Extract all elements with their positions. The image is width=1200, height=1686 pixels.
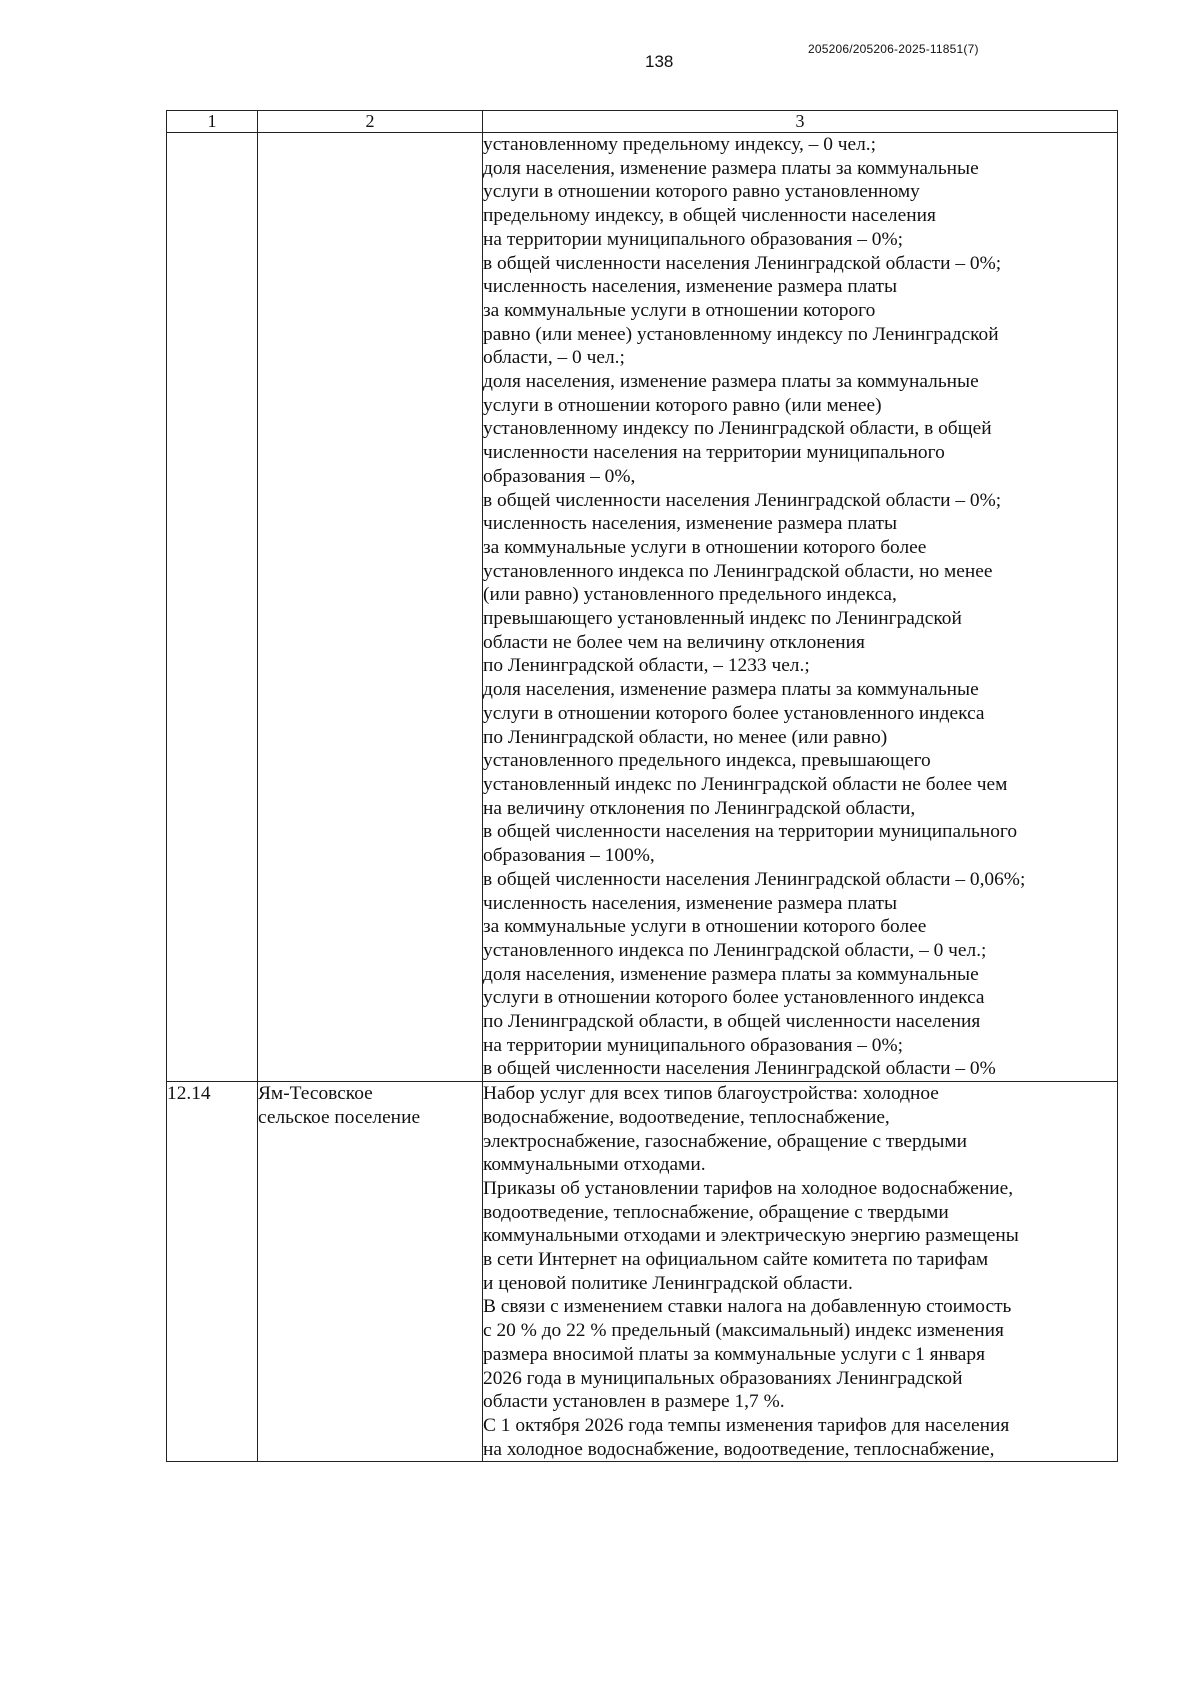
settlement-name-cell	[258, 1082, 483, 1462]
data-table	[166, 110, 1118, 1462]
text-line: доля населения, изменение размера платы за коммунальные	[483, 679, 979, 701]
text-line: численность населения, изменение размера платы	[483, 276, 898, 298]
text-line: области, – 0 чел.;	[483, 347, 625, 369]
text-line: и ценовой политике Ленинградской области.	[483, 1272, 853, 1294]
text-line: доля населения, изменение размера платы за коммунальные	[483, 157, 979, 179]
text-line: на территории муниципального образования – 0%;	[483, 228, 904, 250]
text-line: С 1 октября 2026 года темпы изменения тарифов для населения	[483, 1414, 1010, 1436]
text-line: образования – 0%,	[483, 465, 636, 487]
text-line: равно (или менее) установленному индексу по Ленинградской	[483, 323, 999, 345]
text-line: коммунальными отходами.	[483, 1154, 706, 1176]
text-line: в общей численности населения Ленинградской области – 0,06%;	[483, 868, 1026, 890]
text-line: Ям-Тесовское	[258, 1083, 373, 1105]
text-line: услуги в отношении которого более установленного индекса	[483, 987, 985, 1009]
settlement-name-cell	[258, 133, 483, 1082]
text-line: численность населения, изменение размера платы	[483, 892, 898, 914]
text-line: сельское поселение	[258, 1106, 421, 1128]
text-line: 2026 года в муниципальных образованиях Ленинградской	[483, 1367, 963, 1389]
column-header-2: 2	[258, 111, 483, 133]
text-line: на величину отклонения по Ленинградской области,	[483, 797, 916, 819]
text-line: превышающего установленный индекс по Ленинградской	[483, 608, 962, 630]
text-line: в общей численности населения Ленинградской области – 0%	[483, 1058, 996, 1080]
text-line: электроснабжение, газоснабжение, обращение с твердыми	[483, 1130, 968, 1152]
text-line: по Ленинградской области, – 1233 чел.;	[483, 655, 810, 677]
table-row	[167, 133, 1118, 1082]
row-number-cell: 12.14	[167, 1082, 258, 1462]
text-line: доля населения, изменение размера платы за коммунальные	[483, 963, 979, 985]
text-line: в общей численности населения Ленинградской области – 0%;	[483, 252, 1002, 274]
text-line: за коммунальные услуги в отношении которого более	[483, 916, 927, 938]
text-line: в сети Интернет на официальном сайте комитета по тарифам	[483, 1249, 989, 1271]
text-line: услуги в отношении которого равно установленному	[483, 181, 920, 203]
text-line: Приказы об установлении тарифов на холодное водоснабжение,	[483, 1177, 1014, 1199]
text-line: установленного индекса по Ленинградской области, но менее	[483, 560, 993, 582]
text-line: Набор услуг для всех типов благоустройства: холодное	[483, 1083, 939, 1105]
text-line: коммунальными отходами и электрическую энергию размещены	[483, 1225, 1019, 1247]
text-line: численность населения, изменение размера платы	[483, 513, 898, 535]
text-line: по Ленинградской области, но менее (или равно)	[483, 726, 888, 748]
text-line: В связи с изменением ставки налога на добавленную стоимость	[483, 1296, 1012, 1318]
text-line: водоотведение, теплоснабжение, обращение с твердыми	[483, 1201, 949, 1223]
table-row	[167, 1082, 1118, 1462]
text-line: образования – 100%,	[483, 845, 655, 867]
text-line: по Ленинградской области, в общей численности населения	[483, 1011, 981, 1033]
text-line: установленного предельного индекса, превышающего	[483, 750, 931, 772]
text-line: установленному предельному индексу, – 0 чел.;	[483, 134, 877, 155]
text-line: (или равно) установленного предельного индекса,	[483, 584, 897, 606]
text-line: установленный индекс по Ленинградской области не более чем	[483, 773, 1008, 795]
text-line: за коммунальные услуги в отношении которого	[483, 299, 876, 321]
text-line: с 20 % до 22 % предельный (максимальный) индекс изменения	[483, 1320, 1004, 1342]
text-line: численности населения на территории муниципального	[483, 442, 945, 464]
text-line: установленного индекса по Ленинградской области, – 0 чел.;	[483, 939, 987, 961]
text-line: на территории муниципального образования – 0%;	[483, 1034, 904, 1056]
text-line: установленному индексу по Ленинградской области, в общей	[483, 418, 992, 440]
text-line: доля населения, изменение размера платы за коммунальные	[483, 371, 979, 393]
text-line: услуги в отношении которого более установленного индекса	[483, 702, 985, 724]
text-line: за коммунальные услуги в отношении которого более	[483, 536, 927, 558]
text-line: услуги в отношении которого равно (или менее)	[483, 394, 882, 416]
text-lines	[483, 133, 1117, 1081]
description-cell	[483, 133, 1118, 1082]
description-cell	[483, 1082, 1118, 1462]
row-number-cell	[167, 133, 258, 1082]
page-number: 138	[645, 52, 674, 71]
text-line: области не более чем на величину отклонения	[483, 631, 865, 653]
text-line: предельному индексу, в общей численности населения	[483, 205, 936, 227]
text-line: в общей численности населения Ленинградской области – 0%;	[483, 489, 1002, 511]
table-header-row	[167, 111, 1118, 133]
text-line: в общей численности населения на территории муниципального	[483, 821, 1018, 843]
text-line: на холодное водоснабжение, водоотведение, теплоснабжение,	[483, 1438, 995, 1460]
text-line: водоснабжение, водоотведение, теплоснабжение,	[483, 1106, 890, 1128]
text-line: области установлен в размере 1,7 %.	[483, 1391, 785, 1413]
text-line: размера вносимой платы за коммунальные услуги с 1 января	[483, 1343, 986, 1365]
column-header-1: 1	[167, 111, 258, 133]
document-id: 205206/205206-2025-11851(7)	[808, 42, 979, 56]
text-lines	[258, 1082, 482, 1129]
text-lines	[483, 1082, 1117, 1461]
column-header-3: 3	[483, 111, 1118, 133]
